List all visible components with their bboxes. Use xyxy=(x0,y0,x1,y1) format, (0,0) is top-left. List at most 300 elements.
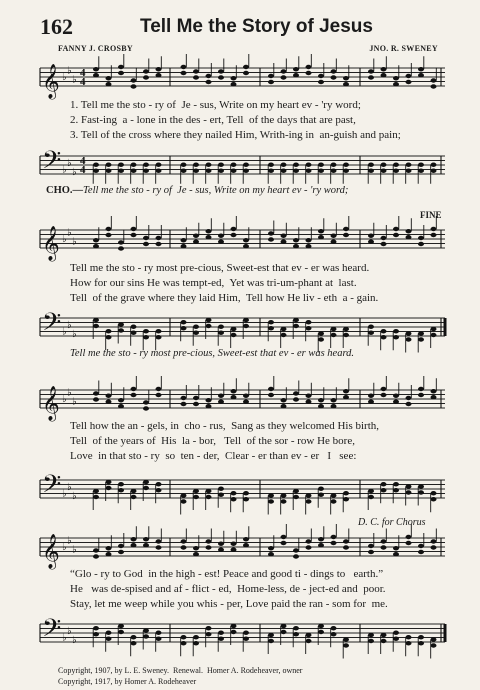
note-head xyxy=(318,229,324,233)
note-head xyxy=(368,169,374,173)
note-head xyxy=(131,331,137,335)
note-head xyxy=(406,396,412,400)
note-head xyxy=(206,545,212,549)
chorus-label: CHO.— xyxy=(46,185,84,196)
note-head xyxy=(106,394,112,398)
note-head xyxy=(406,490,412,494)
note-head xyxy=(393,227,399,231)
note-head xyxy=(193,546,199,550)
note-head xyxy=(406,169,412,173)
note-head xyxy=(218,69,224,73)
note-head xyxy=(181,641,187,645)
note-head xyxy=(206,489,212,493)
verse-2-line-4: He was de-spised and af - flict - ed, Home-less, de - ject-ed and poor. xyxy=(70,583,386,595)
flat-icon: ♭ xyxy=(67,319,72,331)
note-head xyxy=(431,78,437,82)
note-head xyxy=(231,497,237,501)
treble-staff-4 xyxy=(40,528,445,568)
note-head xyxy=(331,327,337,331)
note-head xyxy=(368,633,374,637)
note-head xyxy=(231,389,237,393)
note-head xyxy=(106,400,112,404)
note-head xyxy=(118,550,124,554)
note-head xyxy=(131,163,137,167)
note-head xyxy=(243,238,249,242)
note-head xyxy=(156,539,162,543)
note-head xyxy=(406,635,412,639)
note-head xyxy=(143,400,149,404)
note-head xyxy=(118,163,124,167)
note-head xyxy=(193,240,199,244)
note-head xyxy=(268,546,274,550)
note-head xyxy=(231,548,237,552)
chorus-line-1 xyxy=(46,185,348,196)
note-head xyxy=(93,632,99,636)
note-head xyxy=(243,537,249,541)
note-head xyxy=(268,493,274,497)
note-head xyxy=(281,75,287,79)
note-head xyxy=(281,169,287,173)
note-head xyxy=(181,244,187,248)
note-head xyxy=(118,544,124,548)
note-head xyxy=(381,329,387,333)
note-head xyxy=(268,169,274,173)
note-head xyxy=(156,488,162,492)
note-head xyxy=(181,65,187,69)
note-head xyxy=(331,499,337,503)
note-head xyxy=(406,337,412,341)
note-head xyxy=(181,539,187,543)
bass-staff-1 xyxy=(40,146,445,186)
note-head xyxy=(231,227,237,231)
flat-icon: ♭ xyxy=(67,535,72,547)
note-head xyxy=(393,329,399,333)
note-head xyxy=(131,393,137,397)
note-head xyxy=(368,75,374,79)
flat-icon: ♭ xyxy=(72,236,77,248)
note-head xyxy=(418,550,424,554)
note-head xyxy=(93,548,99,552)
note-head xyxy=(306,320,312,324)
note-head xyxy=(156,545,162,549)
note-head xyxy=(431,227,437,231)
note-head xyxy=(93,489,99,493)
note-head xyxy=(118,398,124,402)
note-head xyxy=(368,69,374,73)
note-head xyxy=(181,396,187,400)
note-head xyxy=(318,74,324,78)
note-head xyxy=(281,499,287,503)
bass-staff-3 xyxy=(40,470,445,510)
note-head xyxy=(218,169,224,173)
note-head xyxy=(393,482,399,486)
note-head xyxy=(131,489,137,493)
note-head xyxy=(318,80,324,84)
note-head xyxy=(243,169,249,173)
flat-icon: ♭ xyxy=(62,234,67,245)
note-head xyxy=(156,387,162,391)
note-head xyxy=(318,493,324,497)
note-head xyxy=(306,169,312,173)
note-head xyxy=(381,163,387,167)
note-head xyxy=(206,404,212,408)
note-head xyxy=(106,480,112,484)
note-head xyxy=(143,169,149,173)
note-head xyxy=(393,335,399,339)
note-head xyxy=(281,630,287,634)
note-head xyxy=(231,163,237,167)
note-head xyxy=(243,71,249,75)
note-head xyxy=(418,635,424,639)
bass-clef-icon: 𝄢 xyxy=(42,308,62,343)
note-head xyxy=(393,82,399,86)
note-head xyxy=(318,630,324,634)
note-head xyxy=(181,320,187,324)
note-head xyxy=(181,635,187,639)
note-head xyxy=(218,163,224,167)
note-head xyxy=(381,387,387,391)
note-head xyxy=(418,331,424,335)
hymn-title: Tell Me the Story of Jesus xyxy=(140,16,373,37)
lyricist-credit: FANNY J. CROSBY xyxy=(58,44,133,53)
note-head xyxy=(431,84,437,88)
note-head xyxy=(331,541,337,545)
note-head xyxy=(318,235,324,239)
note-head xyxy=(431,163,437,167)
flat-icon: ♭ xyxy=(67,157,72,169)
note-head xyxy=(156,73,162,77)
verse-3-line-2: Tell of the grave where they laid Him, Tell how He liv - eth a - gain. xyxy=(70,292,379,304)
note-head xyxy=(418,544,424,548)
note-head xyxy=(381,393,387,397)
treble-clef-icon: 𝄞 xyxy=(42,226,60,261)
note-head xyxy=(331,234,337,238)
note-head xyxy=(206,80,212,84)
note-head xyxy=(418,387,424,391)
copyright-line-1: Copyright, 1907, by L. E. Sweney. Renewal. Homer A. Rodeheaver, owner xyxy=(58,666,303,675)
note-head xyxy=(431,497,437,501)
note-head xyxy=(268,633,274,637)
note-head xyxy=(293,238,299,242)
note-head xyxy=(418,242,424,246)
note-head xyxy=(118,488,124,492)
note-head xyxy=(431,491,437,495)
verse-3-line-3: Love in that sto - ry so ten - der, Clear - er than ev - er I see: xyxy=(70,450,357,462)
note-head xyxy=(106,233,112,237)
note-head xyxy=(331,535,337,539)
treble-clef-icon: 𝄞 xyxy=(42,64,60,99)
note-head xyxy=(281,541,287,545)
note-head xyxy=(318,398,324,402)
note-head xyxy=(331,163,337,167)
flat-icon: ♭ xyxy=(67,625,72,637)
note-head xyxy=(306,639,312,643)
note-head xyxy=(331,632,337,636)
note-head xyxy=(306,65,312,69)
note-head xyxy=(206,632,212,636)
flat-icon: ♭ xyxy=(72,328,77,340)
note-head xyxy=(393,488,399,492)
composer-credit: JNO. R. SWENEY xyxy=(369,44,438,53)
flat-icon: ♭ xyxy=(62,326,67,338)
note-head xyxy=(393,163,399,167)
note-head xyxy=(156,329,162,333)
verse-1-line-4: “Glo - ry to God in the high - est! Peace and good ti - dings to earth.” xyxy=(70,568,384,580)
note-head xyxy=(131,169,137,173)
note-head xyxy=(106,486,112,490)
note-head xyxy=(181,545,187,549)
note-head xyxy=(293,244,299,248)
note-head xyxy=(156,335,162,339)
note-head xyxy=(243,318,249,322)
verse-2-line-2: How for our sins He was tempt-ed, Yet was tri-um-phant at last. xyxy=(70,277,357,289)
note-head xyxy=(343,233,349,237)
note-head xyxy=(431,643,437,647)
note-head xyxy=(218,542,224,546)
note-head xyxy=(406,235,412,239)
note-head xyxy=(393,233,399,237)
note-head xyxy=(93,495,99,499)
note-head xyxy=(331,169,337,173)
note-head xyxy=(331,69,337,73)
note-head xyxy=(431,637,437,641)
note-head xyxy=(418,641,424,645)
note-head xyxy=(381,639,387,643)
note-head xyxy=(118,240,124,244)
note-head xyxy=(343,169,349,173)
note-head xyxy=(143,69,149,73)
note-head xyxy=(281,404,287,408)
note-head xyxy=(118,71,124,75)
note-head xyxy=(406,331,412,335)
note-head xyxy=(281,327,287,331)
note-head xyxy=(306,539,312,543)
note-head xyxy=(231,630,237,634)
note-head xyxy=(106,631,112,635)
treble-staff-3 xyxy=(40,380,445,420)
note-head xyxy=(331,626,337,630)
note-head xyxy=(381,67,387,71)
note-head xyxy=(368,331,374,335)
note-head xyxy=(206,235,212,239)
note-head xyxy=(281,535,287,539)
note-head xyxy=(406,229,412,233)
note-head xyxy=(431,389,437,393)
note-head xyxy=(368,394,374,398)
note-head xyxy=(193,402,199,406)
note-head xyxy=(431,169,437,173)
note-head xyxy=(293,495,299,499)
note-head xyxy=(293,548,299,552)
note-head xyxy=(331,75,337,79)
note-head xyxy=(306,400,312,404)
verse-3-line-4: Stay, let me weep while you whis - per, Love paid the ran - som for me. xyxy=(70,598,388,610)
note-head xyxy=(281,234,287,238)
note-head xyxy=(231,233,237,237)
note-head xyxy=(193,325,199,329)
note-head xyxy=(206,495,212,499)
note-head xyxy=(143,236,149,240)
note-head xyxy=(181,163,187,167)
note-head xyxy=(418,236,424,240)
note-head xyxy=(156,67,162,71)
note-head xyxy=(193,552,199,556)
note-head xyxy=(206,169,212,173)
note-head xyxy=(281,333,287,337)
note-head xyxy=(306,326,312,330)
note-head xyxy=(343,497,349,501)
note-head xyxy=(318,537,324,541)
note-head xyxy=(343,491,349,495)
note-head xyxy=(281,493,287,497)
flat-icon: ♭ xyxy=(67,387,72,399)
note-head xyxy=(343,227,349,231)
note-head xyxy=(93,244,99,248)
note-head xyxy=(268,499,274,503)
flat-icon: ♭ xyxy=(62,488,67,500)
note-head xyxy=(268,639,274,643)
note-head xyxy=(156,637,162,641)
note-head xyxy=(368,550,374,554)
note-head xyxy=(293,163,299,167)
note-head xyxy=(343,82,349,86)
note-head xyxy=(306,163,312,167)
note-head xyxy=(181,493,187,497)
note-head xyxy=(393,394,399,398)
note-head xyxy=(343,76,349,80)
note-head xyxy=(131,495,137,499)
note-head xyxy=(93,163,99,167)
time-signature-bottom: 4 xyxy=(80,76,86,89)
note-head xyxy=(93,318,99,322)
flat-icon: ♭ xyxy=(62,394,67,405)
note-head xyxy=(156,169,162,173)
note-head xyxy=(318,624,324,628)
note-head xyxy=(143,329,149,333)
note-head xyxy=(331,333,337,337)
note-head xyxy=(268,231,274,235)
note-head xyxy=(118,246,124,250)
note-head xyxy=(218,487,224,491)
note-head xyxy=(156,236,162,240)
note-head xyxy=(306,238,312,242)
note-head xyxy=(406,641,412,645)
note-head xyxy=(231,333,237,337)
note-head xyxy=(218,493,224,497)
note-head xyxy=(281,624,287,628)
note-head xyxy=(343,163,349,167)
note-head xyxy=(206,626,212,630)
note-head xyxy=(181,402,187,406)
note-head xyxy=(331,404,337,408)
note-head xyxy=(368,495,374,499)
note-head xyxy=(418,169,424,173)
note-head xyxy=(306,244,312,248)
note-head xyxy=(243,324,249,328)
verse-2-line-1: 2. Fast-ing a - lone in the des - ert, Tell of the days that are past, xyxy=(70,114,356,126)
note-head xyxy=(131,227,137,231)
note-head xyxy=(418,393,424,397)
note-head xyxy=(318,169,324,173)
note-head xyxy=(381,236,387,240)
note-head xyxy=(406,80,412,84)
note-head xyxy=(106,546,112,550)
note-head xyxy=(431,327,437,331)
note-head xyxy=(218,325,224,329)
note-head xyxy=(181,169,187,173)
note-head xyxy=(131,78,137,82)
note-head xyxy=(243,631,249,635)
chorus-text-1: Tell me the sto - ry of Je - sus, Write on my heart ev - 'ry word; xyxy=(83,185,349,196)
note-head xyxy=(343,395,349,399)
flat-icon: ♭ xyxy=(72,166,77,178)
note-head xyxy=(293,318,299,322)
note-head xyxy=(406,541,412,545)
note-head xyxy=(93,238,99,242)
note-head xyxy=(206,74,212,78)
note-head xyxy=(243,163,249,167)
note-head xyxy=(181,326,187,330)
note-head xyxy=(118,404,124,408)
note-head xyxy=(118,328,124,332)
time-signature-bottom: 4 xyxy=(80,164,86,177)
note-head xyxy=(281,240,287,244)
note-head xyxy=(343,539,349,543)
verse-1-line-2: Tell me the sto - ry most pre-cious, Sweet-est that ev - er was heard. xyxy=(70,262,370,274)
note-head xyxy=(318,163,324,167)
note-head xyxy=(131,635,137,639)
note-head xyxy=(381,169,387,173)
note-head xyxy=(406,402,412,406)
note-head xyxy=(268,393,274,397)
note-head xyxy=(281,69,287,73)
note-head xyxy=(343,643,349,647)
note-head xyxy=(106,637,112,641)
note-head xyxy=(306,499,312,503)
note-head xyxy=(368,639,374,643)
note-head xyxy=(381,539,387,543)
note-head xyxy=(93,324,99,328)
note-head xyxy=(193,489,199,493)
note-head xyxy=(193,396,199,400)
note-head xyxy=(318,543,324,547)
note-head xyxy=(131,543,137,547)
note-head xyxy=(243,637,249,641)
note-head xyxy=(193,635,199,639)
note-head xyxy=(206,163,212,167)
note-head xyxy=(143,335,149,339)
note-head xyxy=(368,234,374,238)
note-head xyxy=(343,545,349,549)
note-head xyxy=(243,65,249,69)
note-head xyxy=(381,242,387,246)
note-head xyxy=(268,80,274,84)
note-head xyxy=(156,163,162,167)
note-head xyxy=(218,631,224,635)
note-head xyxy=(243,400,249,404)
note-head xyxy=(343,333,349,337)
note-head xyxy=(418,484,424,488)
flat-icon: ♭ xyxy=(62,542,67,553)
note-head xyxy=(393,552,399,556)
note-head xyxy=(106,329,112,333)
note-head xyxy=(93,626,99,630)
note-head xyxy=(106,169,112,173)
note-head xyxy=(306,633,312,637)
note-head xyxy=(143,628,149,632)
note-head xyxy=(331,398,337,402)
note-head xyxy=(143,406,149,410)
